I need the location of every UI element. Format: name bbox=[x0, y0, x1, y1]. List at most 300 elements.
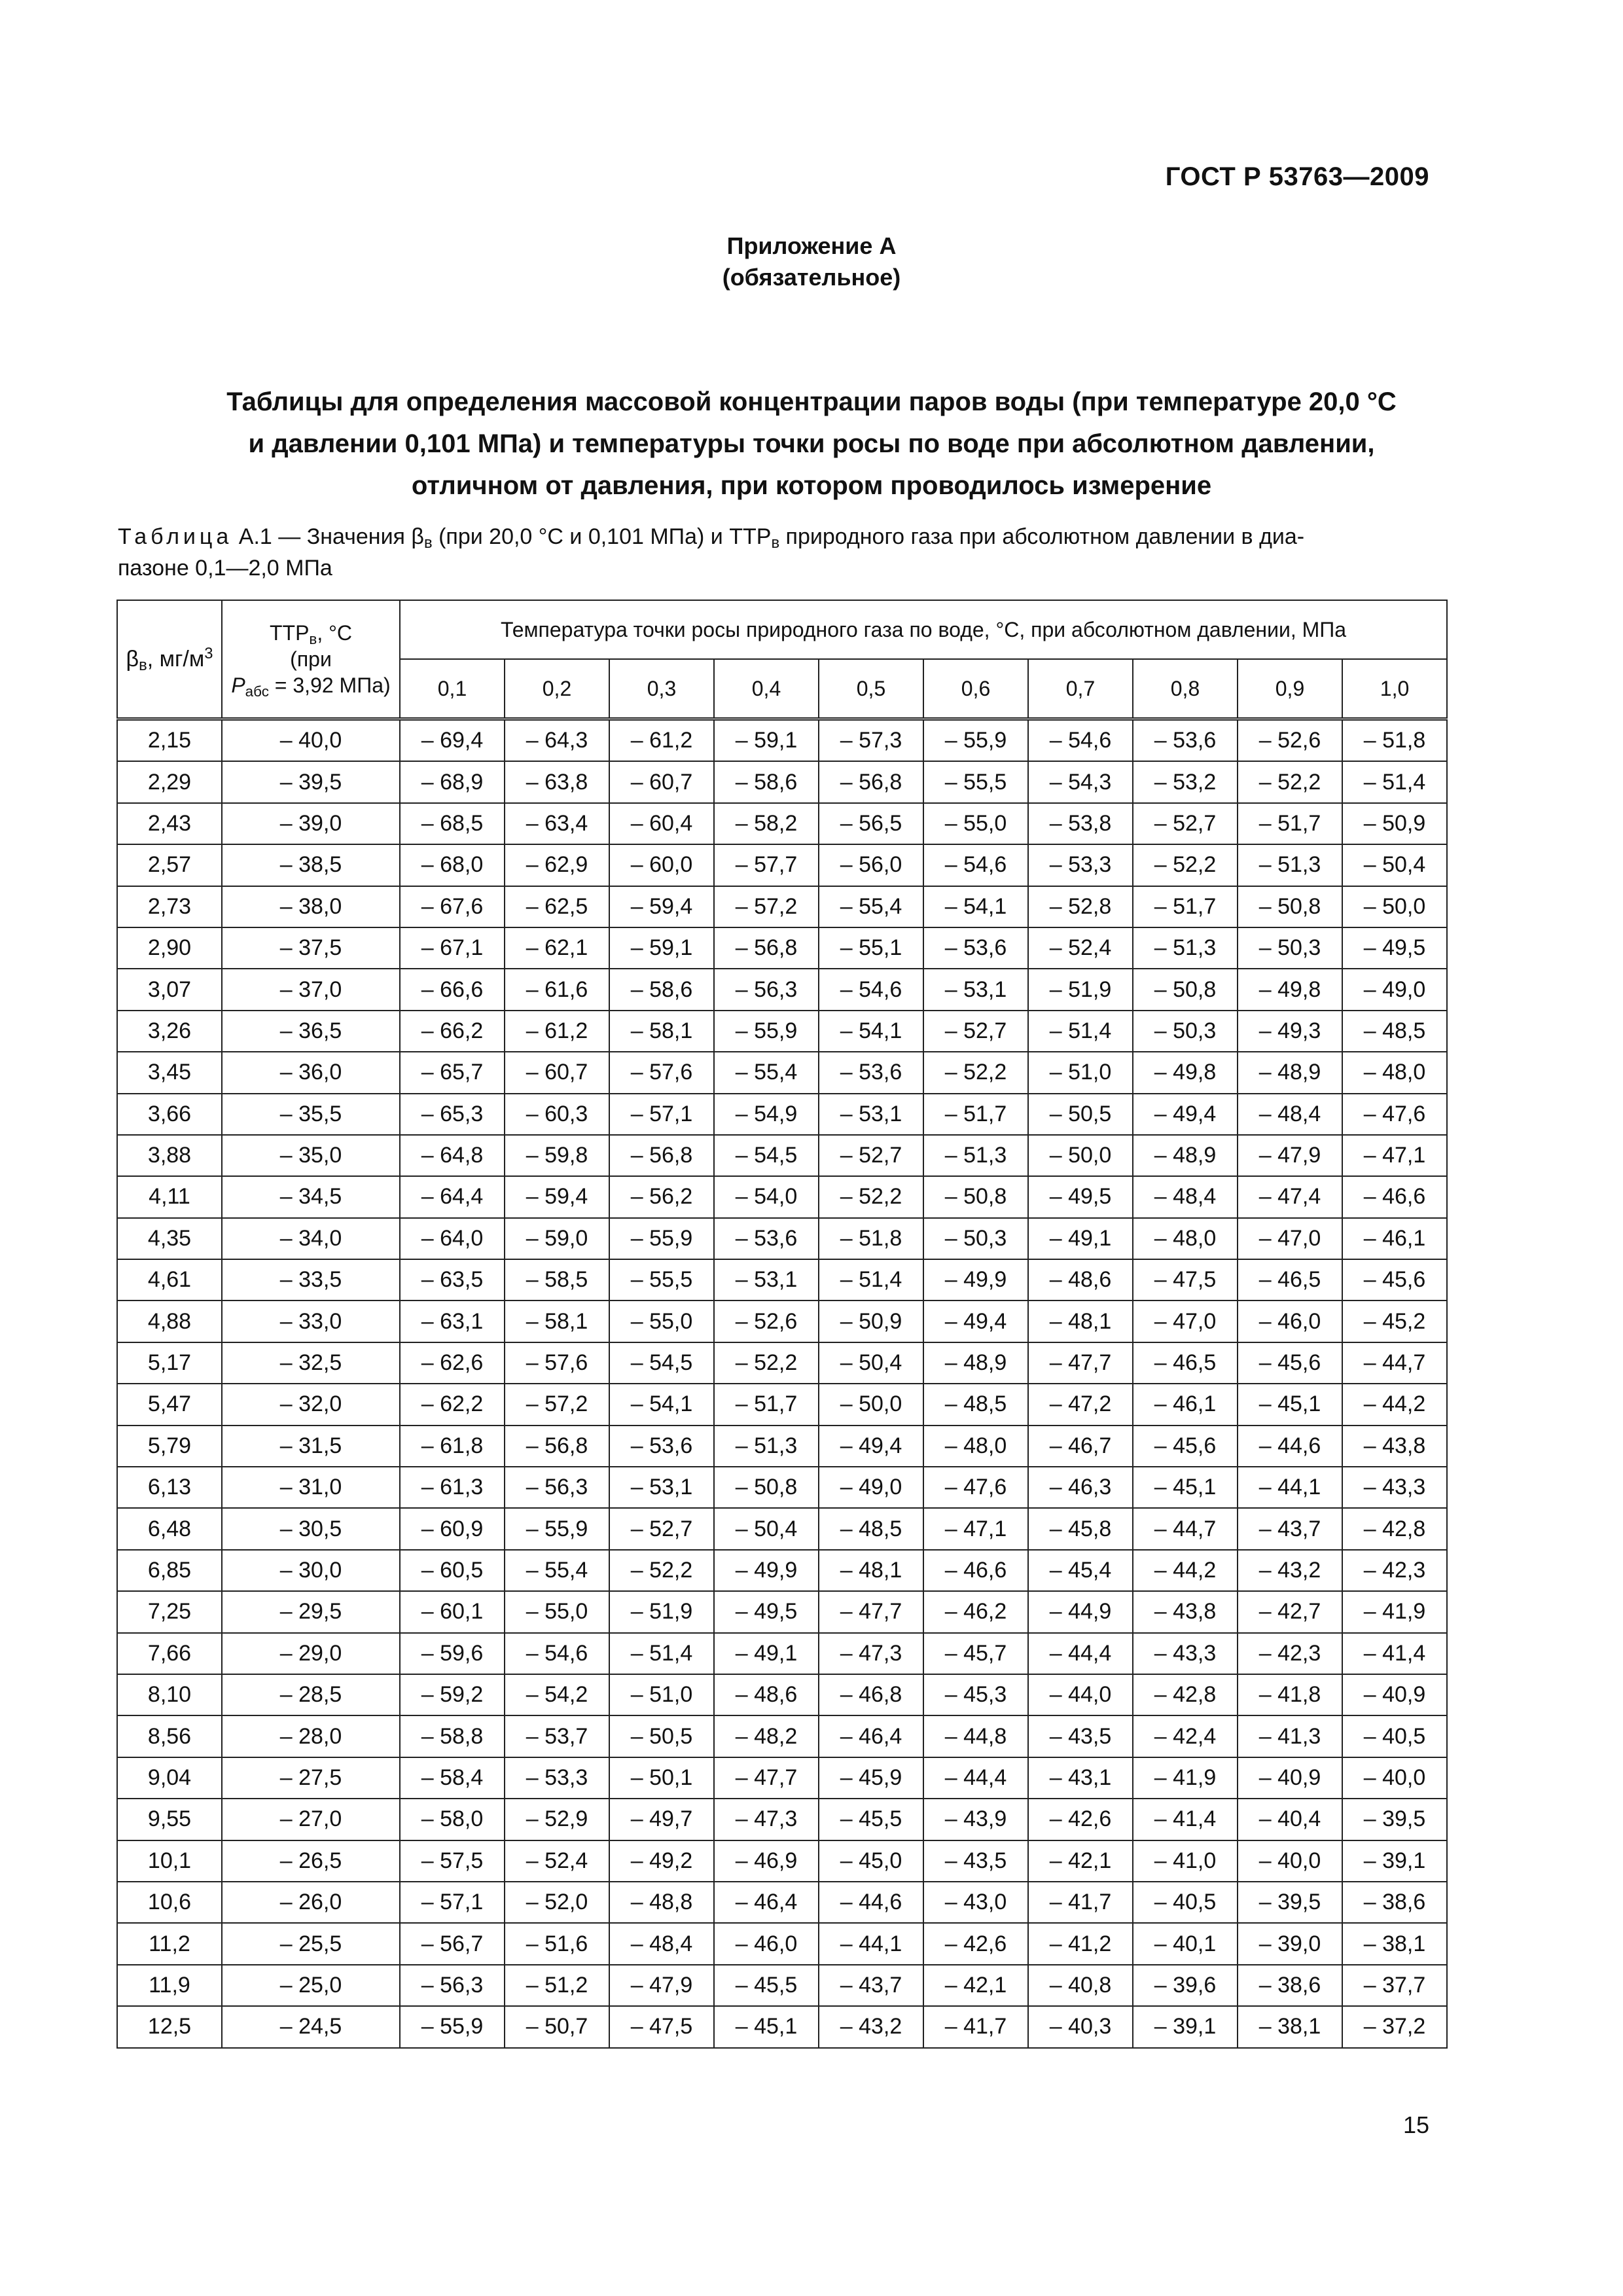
dew-point-cell: – 44,9 bbox=[1028, 1591, 1133, 1632]
dew-point-cell: – 49,5 bbox=[1028, 1176, 1133, 1217]
dew-point-cell: – 49,9 bbox=[714, 1550, 819, 1591]
dew-point-cell: – 45,0 bbox=[819, 1840, 923, 1882]
dew-point-cell: – 49,5 bbox=[714, 1591, 819, 1632]
dew-point-cell: – 45,1 bbox=[1238, 1384, 1342, 1425]
ttr-cell: – 39,0 bbox=[222, 803, 400, 844]
dew-point-cell: – 48,5 bbox=[1342, 1011, 1447, 1052]
dew-point-cell: – 40,0 bbox=[1342, 1757, 1447, 1799]
table-row bbox=[117, 1840, 1447, 1882]
pressure-header-cell: 0,7 bbox=[1028, 659, 1133, 719]
dew-point-cell: – 47,6 bbox=[923, 1467, 1028, 1508]
dew-point-cell: – 42,1 bbox=[1028, 1840, 1133, 1882]
pressure-header-cell: 0,5 bbox=[819, 659, 923, 719]
dew-point-cell: – 60,3 bbox=[505, 1094, 609, 1135]
dew-point-cell: – 38,1 bbox=[1238, 2006, 1342, 2047]
dew-point-cell: – 52,2 bbox=[923, 1052, 1028, 1093]
ttr-cell: – 34,0 bbox=[222, 1218, 400, 1259]
dew-point-cell: – 55,4 bbox=[505, 1550, 609, 1591]
appendix-label: Приложение А bbox=[726, 232, 897, 259]
beta-cell: 7,66 bbox=[117, 1633, 222, 1674]
dew-point-cell: – 53,6 bbox=[819, 1052, 923, 1093]
dew-point-cell: – 47,0 bbox=[1238, 1218, 1342, 1259]
dew-point-cell: – 40,5 bbox=[1133, 1882, 1238, 1923]
dew-point-cell: – 52,2 bbox=[714, 1342, 819, 1384]
dew-point-cell: – 48,8 bbox=[609, 1882, 714, 1923]
dew-point-cell: – 66,2 bbox=[400, 1011, 505, 1052]
dew-point-cell: – 44,7 bbox=[1133, 1508, 1238, 1549]
dew-point-cell: – 44,1 bbox=[819, 1923, 923, 1964]
dew-point-cell: – 43,8 bbox=[1342, 1426, 1447, 1467]
dew-point-cell: – 46,6 bbox=[923, 1550, 1028, 1591]
dew-point-cell: – 51,7 bbox=[714, 1384, 819, 1425]
ttr-cell: – 30,0 bbox=[222, 1550, 400, 1591]
table-row bbox=[117, 803, 1447, 844]
dew-point-cell: – 44,6 bbox=[1238, 1426, 1342, 1467]
dew-point-cell: – 41,2 bbox=[1028, 1923, 1133, 1964]
table-row bbox=[117, 1218, 1447, 1259]
dew-point-cell: – 38,6 bbox=[1238, 1965, 1342, 2006]
pressure-header-cell: 0,9 bbox=[1238, 659, 1342, 719]
dew-point-cell: – 42,1 bbox=[923, 1965, 1028, 2006]
dew-point-cell: – 56,8 bbox=[609, 1135, 714, 1176]
dew-point-cell: – 50,9 bbox=[819, 1300, 923, 1342]
dew-point-cell: – 63,8 bbox=[505, 761, 609, 802]
dew-point-cell: – 43,2 bbox=[819, 2006, 923, 2047]
dew-point-cell: – 50,1 bbox=[609, 1757, 714, 1799]
dew-point-cell: – 50,3 bbox=[1238, 927, 1342, 969]
dew-point-cell: – 43,0 bbox=[923, 1882, 1028, 1923]
dew-point-cell: – 42,7 bbox=[1238, 1591, 1342, 1632]
dew-point-cell: – 54,9 bbox=[714, 1094, 819, 1135]
table-row bbox=[117, 1965, 1447, 2006]
dew-point-cell: – 42,3 bbox=[1342, 1550, 1447, 1591]
dew-point-cell: – 56,3 bbox=[714, 969, 819, 1010]
table-row bbox=[117, 1550, 1447, 1591]
dew-point-cell: – 48,9 bbox=[1133, 1135, 1238, 1176]
dew-point-cell: – 51,9 bbox=[609, 1591, 714, 1632]
dew-point-cell: – 45,1 bbox=[1133, 1467, 1238, 1508]
beta-cell: 3,07 bbox=[117, 969, 222, 1010]
dew-point-cell: – 58,6 bbox=[609, 969, 714, 1010]
dew-point-cell: – 52,4 bbox=[1028, 927, 1133, 969]
dew-point-cell: – 46,3 bbox=[1028, 1467, 1133, 1508]
dew-point-cell: – 49,1 bbox=[714, 1633, 819, 1674]
dew-point-cell: – 45,5 bbox=[714, 1965, 819, 2006]
dew-point-cell: – 58,2 bbox=[714, 803, 819, 844]
dew-point-cell: – 56,8 bbox=[819, 761, 923, 802]
dew-point-cell: – 61,3 bbox=[400, 1467, 505, 1508]
dew-point-cell: – 60,4 bbox=[609, 803, 714, 844]
dew-point-cell: – 43,3 bbox=[1342, 1467, 1447, 1508]
dew-point-cell: – 48,9 bbox=[1238, 1052, 1342, 1093]
dew-point-cell: – 56,3 bbox=[400, 1965, 505, 2006]
dew-point-cell: – 50,4 bbox=[1342, 844, 1447, 886]
dew-point-cell: – 37,7 bbox=[1342, 1965, 1447, 2006]
table-row bbox=[117, 1715, 1447, 1757]
dew-point-cell: – 45,6 bbox=[1133, 1426, 1238, 1467]
beta-cell: 10,6 bbox=[117, 1882, 222, 1923]
dew-point-cell: – 58,0 bbox=[400, 1799, 505, 1840]
dew-point-cell: – 49,4 bbox=[1133, 1094, 1238, 1135]
dew-point-cell: – 41,4 bbox=[1342, 1633, 1447, 1674]
dew-point-cell: – 45,1 bbox=[714, 2006, 819, 2047]
table-row bbox=[117, 1094, 1447, 1135]
dew-point-cell: – 48,0 bbox=[1133, 1218, 1238, 1259]
header-ttr: $ТТР_в$, °С (при $Р_{абс} = 3,92$ МПа) bbox=[222, 600, 400, 719]
ttr-cell: – 26,5 bbox=[222, 1840, 400, 1882]
dew-point-cell: – 52,2 bbox=[819, 1176, 923, 1217]
caption-line-2: пазоне 0,1—2,0 МПа bbox=[118, 556, 332, 581]
appendix-status: (обязательное) bbox=[722, 264, 901, 291]
dew-point-cell: – 49,1 bbox=[1028, 1218, 1133, 1259]
table-row bbox=[117, 886, 1447, 927]
caption-part-1: А.1 — Значения β bbox=[238, 524, 424, 549]
ttr-cell: – 35,5 bbox=[222, 1094, 400, 1135]
dew-point-cell: – 51,4 bbox=[819, 1259, 923, 1300]
dew-point-cell: – 51,3 bbox=[1133, 927, 1238, 969]
dew-point-cell: – 47,7 bbox=[1028, 1342, 1133, 1384]
dew-point-cell: – 51,0 bbox=[1028, 1052, 1133, 1093]
dew-point-cell: – 51,8 bbox=[1342, 719, 1447, 762]
dew-point-cell: – 43,7 bbox=[1238, 1508, 1342, 1549]
dew-point-cell: – 65,3 bbox=[400, 1094, 505, 1135]
dew-point-cell: – 67,6 bbox=[400, 886, 505, 927]
dew-point-cell: – 40,9 bbox=[1342, 1674, 1447, 1715]
dew-point-cell: – 46,5 bbox=[1238, 1259, 1342, 1300]
page-number: 15 bbox=[1402, 2111, 1429, 2138]
dew-point-cell: – 39,6 bbox=[1133, 1965, 1238, 2006]
dew-point-cell: – 40,1 bbox=[1133, 1923, 1238, 1964]
dew-point-cell: – 54,1 bbox=[923, 886, 1028, 927]
dew-point-cell: – 56,8 bbox=[505, 1426, 609, 1467]
dew-point-cell: – 57,6 bbox=[505, 1342, 609, 1384]
dew-point-cell: – 54,3 bbox=[1028, 761, 1133, 802]
dew-point-cell: – 51,4 bbox=[1342, 761, 1447, 802]
ttr-cell: – 35,0 bbox=[222, 1135, 400, 1176]
dew-point-cell: – 45,2 bbox=[1342, 1300, 1447, 1342]
dew-point-cell: – 50,8 bbox=[923, 1176, 1028, 1217]
dew-point-cell: – 40,4 bbox=[1238, 1799, 1342, 1840]
dew-point-cell: – 54,6 bbox=[505, 1633, 609, 1674]
pressure-header-cell: 0,8 bbox=[1133, 659, 1238, 719]
dew-point-cell: – 44,7 bbox=[1342, 1342, 1447, 1384]
dew-point-cell: – 59,4 bbox=[505, 1176, 609, 1217]
dew-point-cell: – 41,9 bbox=[1342, 1591, 1447, 1632]
ttr-cell: – 24,5 bbox=[222, 2006, 400, 2047]
dew-point-cell: – 41,4 bbox=[1133, 1799, 1238, 1840]
dew-point-cell: – 48,9 bbox=[923, 1342, 1028, 1384]
dew-point-cell: – 44,4 bbox=[923, 1757, 1028, 1799]
beta-cell: 4,35 bbox=[117, 1218, 222, 1259]
ttr-cell: – 33,5 bbox=[222, 1259, 400, 1300]
dew-point-cell: – 55,4 bbox=[714, 1052, 819, 1093]
beta-cell: 8,10 bbox=[117, 1674, 222, 1715]
dew-point-cell: – 43,5 bbox=[923, 1840, 1028, 1882]
beta-cell: 2,15 bbox=[117, 719, 222, 762]
caption-sub-2: в bbox=[771, 534, 780, 552]
dew-point-cell: – 46,4 bbox=[714, 1882, 819, 1923]
dew-point-cell: – 48,5 bbox=[819, 1508, 923, 1549]
dew-point-cell: – 39,1 bbox=[1342, 1840, 1447, 1882]
ttr-cell: – 28,0 bbox=[222, 1715, 400, 1757]
dew-point-cell: – 45,6 bbox=[1238, 1342, 1342, 1384]
dew-point-cell: – 52,7 bbox=[1133, 803, 1238, 844]
table-row bbox=[117, 761, 1447, 802]
dew-point-cell: – 45,3 bbox=[923, 1674, 1028, 1715]
dew-point-cell: – 53,7 bbox=[505, 1715, 609, 1757]
beta-cell: 2,73 bbox=[117, 886, 222, 927]
ttr-cell: – 29,5 bbox=[222, 1591, 400, 1632]
dew-point-cell: – 62,5 bbox=[505, 886, 609, 927]
table-row bbox=[117, 1011, 1447, 1052]
table-row bbox=[117, 1342, 1447, 1384]
dew-point-cell: – 49,2 bbox=[609, 1840, 714, 1882]
dew-point-cell: – 47,2 bbox=[1028, 1384, 1133, 1425]
dew-point-cell: – 53,1 bbox=[609, 1467, 714, 1508]
dew-point-cell: – 50,7 bbox=[505, 2006, 609, 2047]
dew-point-cell: – 47,5 bbox=[1133, 1259, 1238, 1300]
beta-cell: 2,90 bbox=[117, 927, 222, 969]
dew-point-cell: – 54,5 bbox=[714, 1135, 819, 1176]
dew-point-cell: – 54,2 bbox=[505, 1674, 609, 1715]
dew-point-cell: – 47,5 bbox=[609, 2006, 714, 2047]
table-row bbox=[117, 1591, 1447, 1632]
dew-point-cell: – 62,6 bbox=[400, 1342, 505, 1384]
dew-point-cell: – 50,8 bbox=[1238, 886, 1342, 927]
dew-point-cell: – 42,3 bbox=[1238, 1633, 1342, 1674]
dew-point-cell: – 53,1 bbox=[923, 969, 1028, 1010]
dew-point-cell: – 52,2 bbox=[609, 1550, 714, 1591]
dew-point-cell: – 54,6 bbox=[923, 844, 1028, 886]
table-row bbox=[117, 1799, 1447, 1840]
dew-point-cell: – 39,5 bbox=[1238, 1882, 1342, 1923]
dew-point-cell: – 45,9 bbox=[819, 1757, 923, 1799]
dew-point-cell: – 43,3 bbox=[1133, 1633, 1238, 1674]
dew-point-cell: – 55,9 bbox=[609, 1218, 714, 1259]
dew-point-cell: – 43,7 bbox=[819, 1965, 923, 2006]
ttr-cell: – 30,5 bbox=[222, 1508, 400, 1549]
ttr-cell: – 36,0 bbox=[222, 1052, 400, 1093]
dew-point-cell: – 68,9 bbox=[400, 761, 505, 802]
dew-point-cell: – 58,1 bbox=[609, 1011, 714, 1052]
beta-cell: 5,47 bbox=[117, 1384, 222, 1425]
dew-point-cell: – 53,1 bbox=[819, 1094, 923, 1135]
beta-cell: 3,88 bbox=[117, 1135, 222, 1176]
dew-point-cell: – 43,9 bbox=[923, 1799, 1028, 1840]
dew-point-cell: – 56,2 bbox=[609, 1176, 714, 1217]
dew-point-cell: – 53,6 bbox=[714, 1218, 819, 1259]
table-row bbox=[117, 1300, 1447, 1342]
dew-point-cell: – 40,5 bbox=[1342, 1715, 1447, 1757]
dew-point-cell: – 60,0 bbox=[609, 844, 714, 886]
dew-point-cell: – 64,0 bbox=[400, 1218, 505, 1259]
dew-point-cell: – 50,0 bbox=[1342, 886, 1447, 927]
dew-point-cell: – 48,6 bbox=[1028, 1259, 1133, 1300]
dew-point-cell: – 51,4 bbox=[609, 1633, 714, 1674]
dew-point-cell: – 69,4 bbox=[400, 719, 505, 762]
dew-point-cell: – 43,1 bbox=[1028, 1757, 1133, 1799]
pressure-header-cell: 0,4 bbox=[714, 659, 819, 719]
dew-point-cell: – 52,4 bbox=[505, 1840, 609, 1882]
title-line-3: отличном от давления, при котором проводилось измерение bbox=[411, 471, 1212, 500]
pressure-header-cell: 1,0 bbox=[1342, 659, 1447, 719]
dew-point-cell: – 59,6 bbox=[400, 1633, 505, 1674]
ttr-cell: – 37,5 bbox=[222, 927, 400, 969]
dew-point-cell: – 61,8 bbox=[400, 1426, 505, 1467]
dew-point-cell: – 58,6 bbox=[714, 761, 819, 802]
dew-point-cell: – 41,3 bbox=[1238, 1715, 1342, 1757]
dew-point-cell: – 46,6 bbox=[1342, 1176, 1447, 1217]
dew-point-cell: – 59,4 bbox=[609, 886, 714, 927]
dew-point-cell: – 51,7 bbox=[923, 1094, 1028, 1135]
dew-point-cell: – 43,8 bbox=[1133, 1591, 1238, 1632]
dew-point-cell: – 60,9 bbox=[400, 1508, 505, 1549]
beta-cell: 3,45 bbox=[117, 1052, 222, 1093]
dew-point-cell: – 55,4 bbox=[819, 886, 923, 927]
dew-point-cell: – 54,0 bbox=[714, 1176, 819, 1217]
dew-point-cell: – 55,5 bbox=[923, 761, 1028, 802]
dew-point-cell: – 51,3 bbox=[923, 1135, 1028, 1176]
dew-point-cell: – 60,5 bbox=[400, 1550, 505, 1591]
dew-point-cell: – 49,0 bbox=[1342, 969, 1447, 1010]
appendix-heading bbox=[0, 230, 1623, 293]
dew-point-cell: – 52,2 bbox=[1133, 844, 1238, 886]
table-row bbox=[117, 1384, 1447, 1425]
dew-point-cell: – 46,0 bbox=[714, 1923, 819, 1964]
dew-point-cell: – 51,6 bbox=[505, 1923, 609, 1964]
dew-point-cell: – 47,7 bbox=[714, 1757, 819, 1799]
dew-point-cell: – 60,7 bbox=[609, 761, 714, 802]
dew-point-cell: – 52,8 bbox=[1028, 886, 1133, 927]
dew-point-cell: – 38,1 bbox=[1342, 1923, 1447, 1964]
dew-point-cell: – 46,1 bbox=[1133, 1384, 1238, 1425]
dew-point-cell: – 64,4 bbox=[400, 1176, 505, 1217]
dew-point-cell: – 55,9 bbox=[714, 1011, 819, 1052]
beta-cell: 9,55 bbox=[117, 1799, 222, 1840]
ttr-cell: – 32,0 bbox=[222, 1384, 400, 1425]
dew-point-table bbox=[116, 600, 1448, 2049]
beta-cell: 9,04 bbox=[117, 1757, 222, 1799]
dew-point-cell: – 65,7 bbox=[400, 1052, 505, 1093]
dew-point-cell: – 62,9 bbox=[505, 844, 609, 886]
dew-point-cell: – 56,8 bbox=[714, 927, 819, 969]
dew-point-cell: – 63,5 bbox=[400, 1259, 505, 1300]
dew-point-cell: – 45,5 bbox=[819, 1799, 923, 1840]
dew-point-cell: – 49,0 bbox=[819, 1467, 923, 1508]
dew-point-cell: – 50,0 bbox=[819, 1384, 923, 1425]
table-row bbox=[117, 1508, 1447, 1549]
dew-point-cell: – 63,1 bbox=[400, 1300, 505, 1342]
dew-point-cell: – 46,1 bbox=[1342, 1218, 1447, 1259]
dew-point-cell: – 51,4 bbox=[1028, 1011, 1133, 1052]
pressure-header-cell: 0,3 bbox=[609, 659, 714, 719]
dew-point-cell: – 45,6 bbox=[1342, 1259, 1447, 1300]
dew-point-cell: – 49,8 bbox=[1238, 969, 1342, 1010]
dew-point-cell: – 44,4 bbox=[1028, 1633, 1133, 1674]
dew-point-cell: – 58,8 bbox=[400, 1715, 505, 1757]
dew-point-cell: – 41,7 bbox=[1028, 1882, 1133, 1923]
dew-point-cell: – 56,3 bbox=[505, 1467, 609, 1508]
dew-point-cell: – 42,6 bbox=[1028, 1799, 1133, 1840]
dew-point-cell: – 68,5 bbox=[400, 803, 505, 844]
table-row bbox=[117, 1674, 1447, 1715]
dew-point-cell: – 50,5 bbox=[1028, 1094, 1133, 1135]
dew-point-cell: – 54,5 bbox=[609, 1342, 714, 1384]
dew-point-cell: – 48,4 bbox=[1133, 1176, 1238, 1217]
dew-point-cell: – 44,6 bbox=[819, 1882, 923, 1923]
dew-point-cell: – 43,2 bbox=[1238, 1550, 1342, 1591]
dew-point-cell: – 50,0 bbox=[1028, 1135, 1133, 1176]
ttr-cell: – 38,0 bbox=[222, 886, 400, 927]
dew-point-cell: – 62,2 bbox=[400, 1384, 505, 1425]
title-line-1: Таблицы для определения массовой концентрации паров воды (при температуре 20,0 °С bbox=[226, 387, 1397, 416]
dew-point-cell: – 53,1 bbox=[714, 1259, 819, 1300]
dew-point-cell: – 51,8 bbox=[819, 1218, 923, 1259]
dew-point-cell: – 48,2 bbox=[714, 1715, 819, 1757]
dew-point-cell: – 50,8 bbox=[1133, 969, 1238, 1010]
ttr-cell: – 39,5 bbox=[222, 761, 400, 802]
beta-cell: 6,13 bbox=[117, 1467, 222, 1508]
dew-point-cell: – 50,4 bbox=[819, 1342, 923, 1384]
dew-point-cell: – 40,3 bbox=[1028, 2006, 1133, 2047]
dew-point-cell: – 49,5 bbox=[1342, 927, 1447, 969]
dew-point-cell: – 59,2 bbox=[400, 1674, 505, 1715]
dew-point-cell: – 47,1 bbox=[923, 1508, 1028, 1549]
dew-point-cell: – 50,8 bbox=[714, 1467, 819, 1508]
dew-point-cell: – 38,6 bbox=[1342, 1882, 1447, 1923]
table-row bbox=[117, 1467, 1447, 1508]
dew-point-cell: – 58,1 bbox=[505, 1300, 609, 1342]
beta-cell: 2,57 bbox=[117, 844, 222, 886]
dew-point-cell: – 58,5 bbox=[505, 1259, 609, 1300]
dew-point-cell: – 49,3 bbox=[1238, 1011, 1342, 1052]
beta-cell: 2,29 bbox=[117, 761, 222, 802]
dew-point-cell: – 46,9 bbox=[714, 1840, 819, 1882]
ttr-cell: – 33,0 bbox=[222, 1300, 400, 1342]
dew-point-cell: – 46,5 bbox=[1133, 1342, 1238, 1384]
dew-point-cell: – 57,2 bbox=[505, 1384, 609, 1425]
dew-point-cell: – 46,4 bbox=[819, 1715, 923, 1757]
table-row bbox=[117, 1259, 1447, 1300]
dew-point-cell: – 57,1 bbox=[400, 1882, 505, 1923]
pressure-header-cell: 0,1 bbox=[400, 659, 505, 719]
dew-point-cell: – 53,3 bbox=[1028, 844, 1133, 886]
dew-point-cell: – 44,1 bbox=[1238, 1467, 1342, 1508]
dew-point-cell: – 51,7 bbox=[1133, 886, 1238, 927]
dew-point-cell: – 49,4 bbox=[923, 1300, 1028, 1342]
dew-point-cell: – 51,2 bbox=[505, 1965, 609, 2006]
pressure-header-cell: 0,2 bbox=[505, 659, 609, 719]
dew-point-cell: – 42,8 bbox=[1133, 1674, 1238, 1715]
dew-point-cell: – 41,0 bbox=[1133, 1840, 1238, 1882]
caption-sub-1: в bbox=[423, 534, 433, 552]
dew-point-cell: – 50,4 bbox=[714, 1508, 819, 1549]
table-row bbox=[117, 2006, 1447, 2047]
dew-point-cell: – 48,1 bbox=[819, 1550, 923, 1591]
header-dew-point-group: Температура точки росы природного газа по воде, °С, при абсолютном давлении, МПа bbox=[400, 600, 1447, 659]
beta-cell: 4,61 bbox=[117, 1259, 222, 1300]
dew-point-cell: – 64,3 bbox=[505, 719, 609, 762]
dew-point-cell: – 52,9 bbox=[505, 1799, 609, 1840]
beta-cell: 11,9 bbox=[117, 1965, 222, 2006]
dew-point-cell: – 54,6 bbox=[819, 969, 923, 1010]
dew-point-cell: – 46,2 bbox=[923, 1591, 1028, 1632]
dew-point-cell: – 48,4 bbox=[1238, 1094, 1342, 1135]
beta-cell: 4,11 bbox=[117, 1176, 222, 1217]
ttr-cell: – 37,0 bbox=[222, 969, 400, 1010]
dew-point-cell: – 42,6 bbox=[923, 1923, 1028, 1964]
table-row bbox=[117, 1633, 1447, 1674]
